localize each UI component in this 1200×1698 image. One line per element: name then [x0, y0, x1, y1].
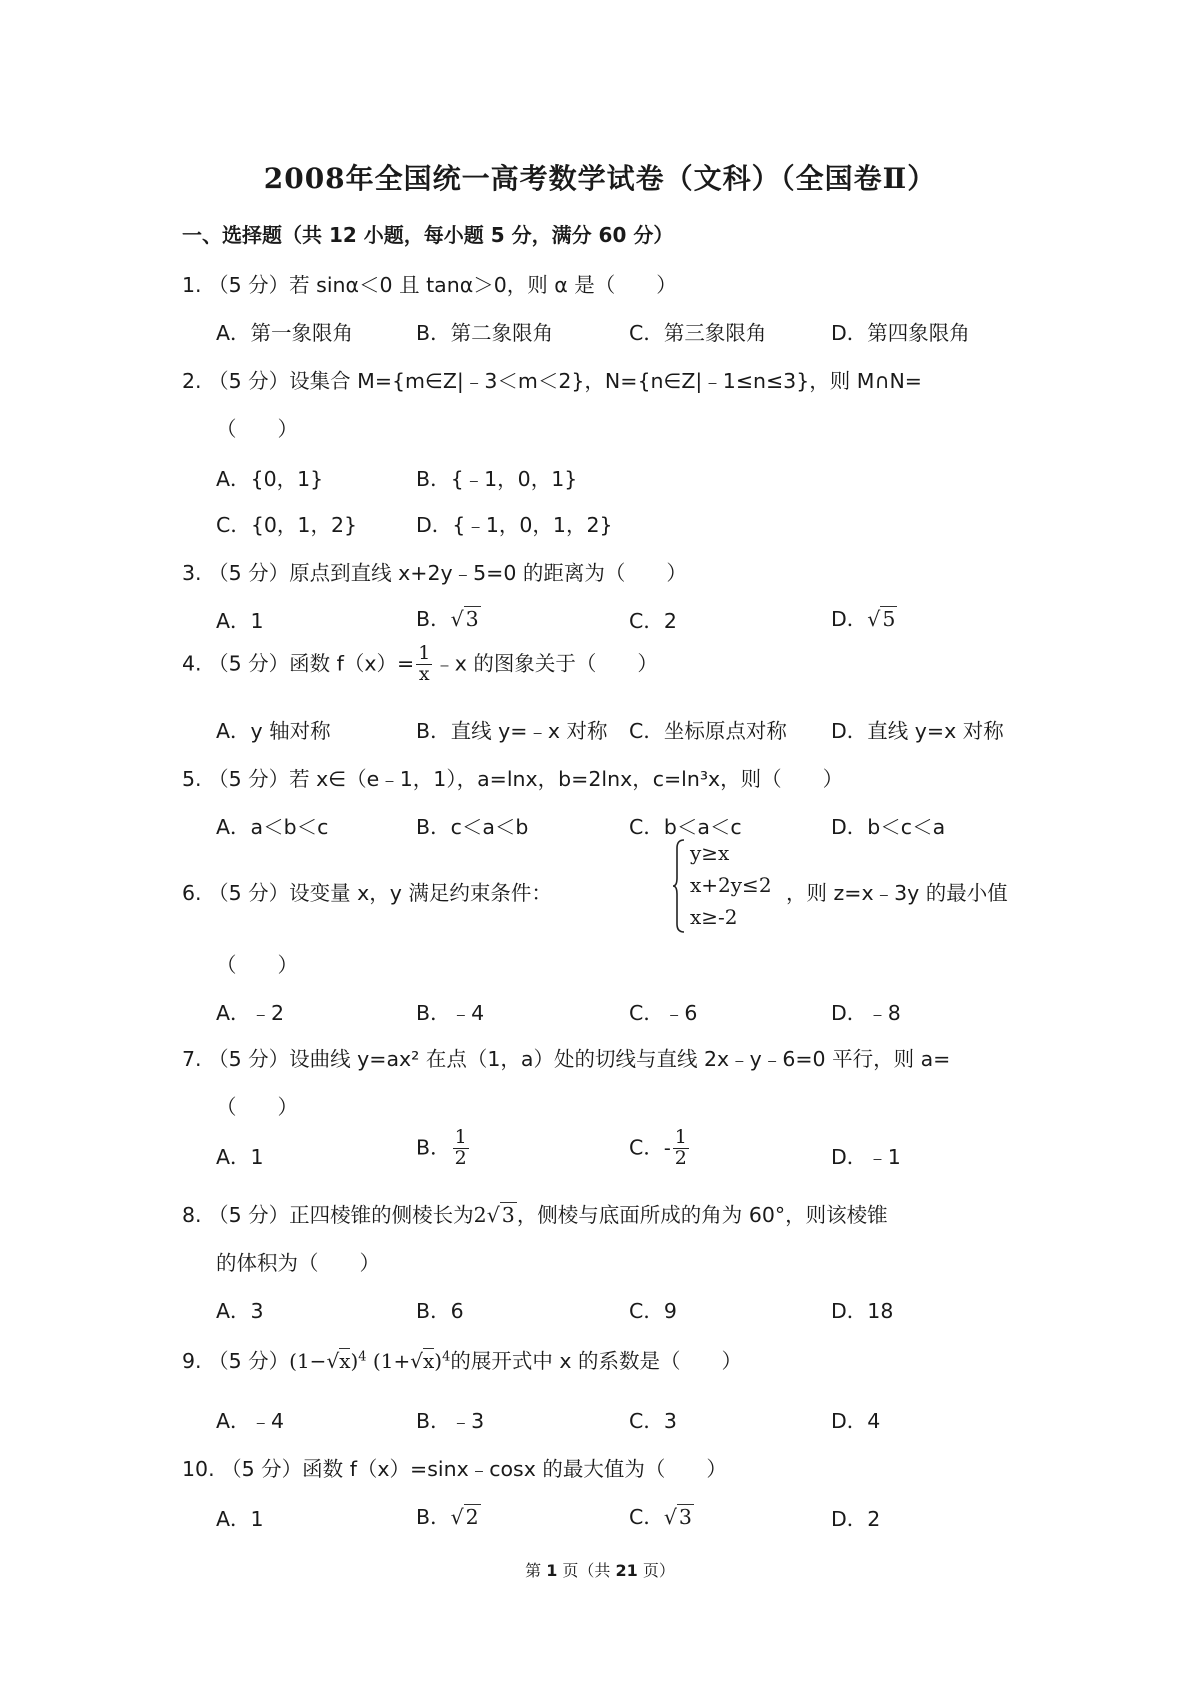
- sqrt-expression: √5: [867, 607, 896, 631]
- binomial-expression: $(1-√x)^4$ $(1+√x)^4$: [289, 1349, 451, 1373]
- constraint-line-2: x+2y≤2: [690, 873, 772, 897]
- q10-option-a: A．1: [216, 1507, 264, 1531]
- q3-option-d-label: D．: [831, 607, 868, 631]
- q6-option-c: C．﹣6: [629, 1001, 698, 1025]
- fraction: [453, 1128, 469, 1169]
- q1-option-d: D．第四象限角: [831, 321, 970, 345]
- q2-option-c: C．{0，1，2}: [216, 513, 358, 537]
- q3-option-b: [416, 602, 481, 632]
- q8-option-a: A．3: [216, 1299, 264, 1323]
- question-7-continuation: （ ）: [216, 1095, 298, 1119]
- q9-option-a: A．﹣4: [216, 1409, 285, 1433]
- fraction-numerator: 1: [418, 642, 431, 664]
- q7-option-c-label: C．: [629, 1135, 664, 1160]
- question-8: [182, 1198, 888, 1228]
- fraction-numerator: 1: [454, 1126, 467, 1148]
- sqrt-radicand: 3: [501, 1203, 515, 1227]
- constraint-system: [672, 838, 782, 934]
- fraction-numerator: 1: [674, 1126, 687, 1148]
- q5-option-a: A．a＜b＜c: [216, 815, 329, 839]
- q10-option-c: [629, 1500, 694, 1530]
- q9-number: 9. （5 分）: [182, 1349, 290, 1373]
- q8-option-d: D．18: [831, 1299, 894, 1323]
- q3-option-c: C．2: [629, 609, 677, 633]
- q9-option-c: C．3: [629, 1409, 677, 1433]
- question-6-continuation: （ ）: [216, 953, 298, 977]
- footer-suffix: 页）: [637, 1561, 675, 1580]
- sqrt-radicand: 3: [465, 607, 479, 631]
- q1-option-b: B．第二象限角: [416, 321, 554, 345]
- exponent: 4: [442, 1349, 451, 1365]
- q2-option-b: B．{﹣1，0，1}: [416, 467, 578, 491]
- fraction-denominator: 2: [674, 1146, 687, 1169]
- current-page-number: 1: [546, 1561, 558, 1580]
- sqrt-radicand: 2: [465, 1505, 479, 1529]
- q9-stem-end: 的展开式中 x 的系数是（ ）: [450, 1349, 743, 1373]
- question-1: 1. （5 分）若 sinα＜0 且 tanα＞0，则 α 是（ ）: [182, 273, 677, 297]
- question-2: 2. （5 分）设集合 M={m∈Z|﹣3＜m＜2}，N={n∈Z|﹣1≤n≤3}，则 M∩N=: [182, 369, 922, 393]
- q3-option-a: A．1: [216, 609, 264, 633]
- question-4: [182, 644, 658, 685]
- fraction-denominator: 2: [454, 1146, 467, 1169]
- question-9: [182, 1344, 742, 1374]
- q7-option-c: [629, 1128, 691, 1169]
- sqrt-radicand: x: [339, 1349, 351, 1373]
- sqrt-expression: √3: [450, 607, 479, 631]
- q4-option-a: A．y 轴对称: [216, 719, 331, 743]
- question-6-stem-start: 6. （5 分）设变量 x，y 满足约束条件：: [182, 881, 552, 905]
- q7-option-b-label: B．: [416, 1135, 451, 1160]
- q4-stem-end: ﹣x 的图象关于（ ）: [434, 651, 658, 676]
- q1-option-a: A．第一象限角: [216, 321, 354, 345]
- q4-option-b: B．直线 y=﹣x 对称: [416, 719, 608, 743]
- constraint-line-3: x≥-2: [690, 905, 738, 929]
- question-7: 7. （5 分）设曲线 y=ax² 在点（1，a）处的切线与直线 2x﹣y﹣6=0 平行，则 a=: [182, 1047, 951, 1071]
- q9-option-b: B．﹣3: [416, 1409, 485, 1433]
- q8-stem-start: 8. （5 分）正四棱锥的侧棱长为: [182, 1203, 474, 1227]
- sqrt-radicand: x: [422, 1349, 435, 1373]
- question-3: 3. （5 分）原点到直线 x+2y﹣5=0 的距离为（ ）: [182, 561, 687, 585]
- q6-option-d: D．﹣8: [831, 1001, 901, 1025]
- left-brace-icon: [672, 838, 686, 934]
- q3-option-b-label: B．: [416, 607, 451, 631]
- sqrt-expression: √2: [450, 1505, 479, 1529]
- q2-option-a: A．{0，1}: [216, 467, 324, 491]
- q4-option-d: D．直线 y=x 对称: [831, 719, 1004, 743]
- q8-option-b: B．6: [416, 1299, 464, 1323]
- q5-option-c: C．b＜a＜c: [629, 815, 742, 839]
- fraction: [673, 1128, 689, 1169]
- question-5: 5. （5 分）若 x∈（e﹣1，1），a=lnx，b=2lnx，c=ln³x，则（ ）: [182, 767, 844, 791]
- sqrt-radicand: 5: [882, 607, 896, 631]
- q7-option-b: [416, 1128, 471, 1169]
- q10-option-d: D．2: [831, 1507, 881, 1531]
- sqrt-radicand: 3: [678, 1505, 692, 1529]
- fraction-denominator: x: [418, 662, 430, 685]
- exponent: 4: [358, 1349, 367, 1365]
- sqrt-coefficient: 2: [473, 1203, 487, 1227]
- constraint-line-1: y≥x: [690, 841, 730, 865]
- question-2-continuation: （ ）: [216, 417, 298, 441]
- page-footer: [0, 1558, 1200, 1581]
- q10-option-b-label: B．: [416, 1505, 451, 1529]
- q8-option-c: C．9: [629, 1299, 677, 1323]
- q6-option-a: A．﹣2: [216, 1001, 285, 1025]
- section-heading: 一、选择题（共 12 小题，每小题 5 分，满分 60 分）: [182, 223, 674, 247]
- question-8-continuation: 的体积为（ ）: [216, 1251, 380, 1275]
- footer-middle: 页（共: [557, 1561, 616, 1580]
- q5-option-b: B．c＜a＜b: [416, 815, 529, 839]
- q3-option-d: [831, 602, 897, 632]
- q10-option-b: [416, 1500, 481, 1530]
- q7-option-d: D．﹣1: [831, 1145, 901, 1169]
- q10-option-c-label: C．: [629, 1505, 664, 1529]
- sqrt-expression: √3: [663, 1505, 692, 1529]
- binomial-2-open: (1+: [372, 1349, 411, 1373]
- question-10: 10. （5 分）函数 f（x）=sinx﹣cosx 的最大值为（ ）: [182, 1457, 727, 1481]
- q4-stem-start: 4. （5 分）函数 f（x）=: [182, 651, 415, 676]
- q4-option-c: C．坐标原点对称: [629, 719, 787, 743]
- fraction: [416, 644, 432, 685]
- q1-option-c: C．第三象限角: [629, 321, 767, 345]
- total-page-count: 21: [615, 1561, 638, 1580]
- q2-option-d: D．{﹣1，0，1，2}: [416, 513, 613, 537]
- footer-prefix: 第: [525, 1561, 547, 1580]
- q7-option-a: A．1: [216, 1145, 264, 1169]
- q6-option-b: B．﹣4: [416, 1001, 485, 1025]
- q8-stem-end: ，侧棱与底面所成的角为 60°，则该棱锥: [516, 1203, 888, 1227]
- sqrt-expression: 2√3: [473, 1203, 515, 1227]
- q9-option-d: D．4: [831, 1409, 881, 1433]
- minus-sign: -: [663, 1135, 671, 1160]
- q5-option-d: D．b＜c＜a: [831, 815, 946, 839]
- question-6-stem-end: ，则 z=x﹣3y 的最小值: [786, 881, 1008, 905]
- binomial-1-open: (1−: [289, 1349, 327, 1373]
- page-title: 2008年全国统一高考数学试卷（文科）（全国卷Ⅱ）: [263, 162, 937, 195]
